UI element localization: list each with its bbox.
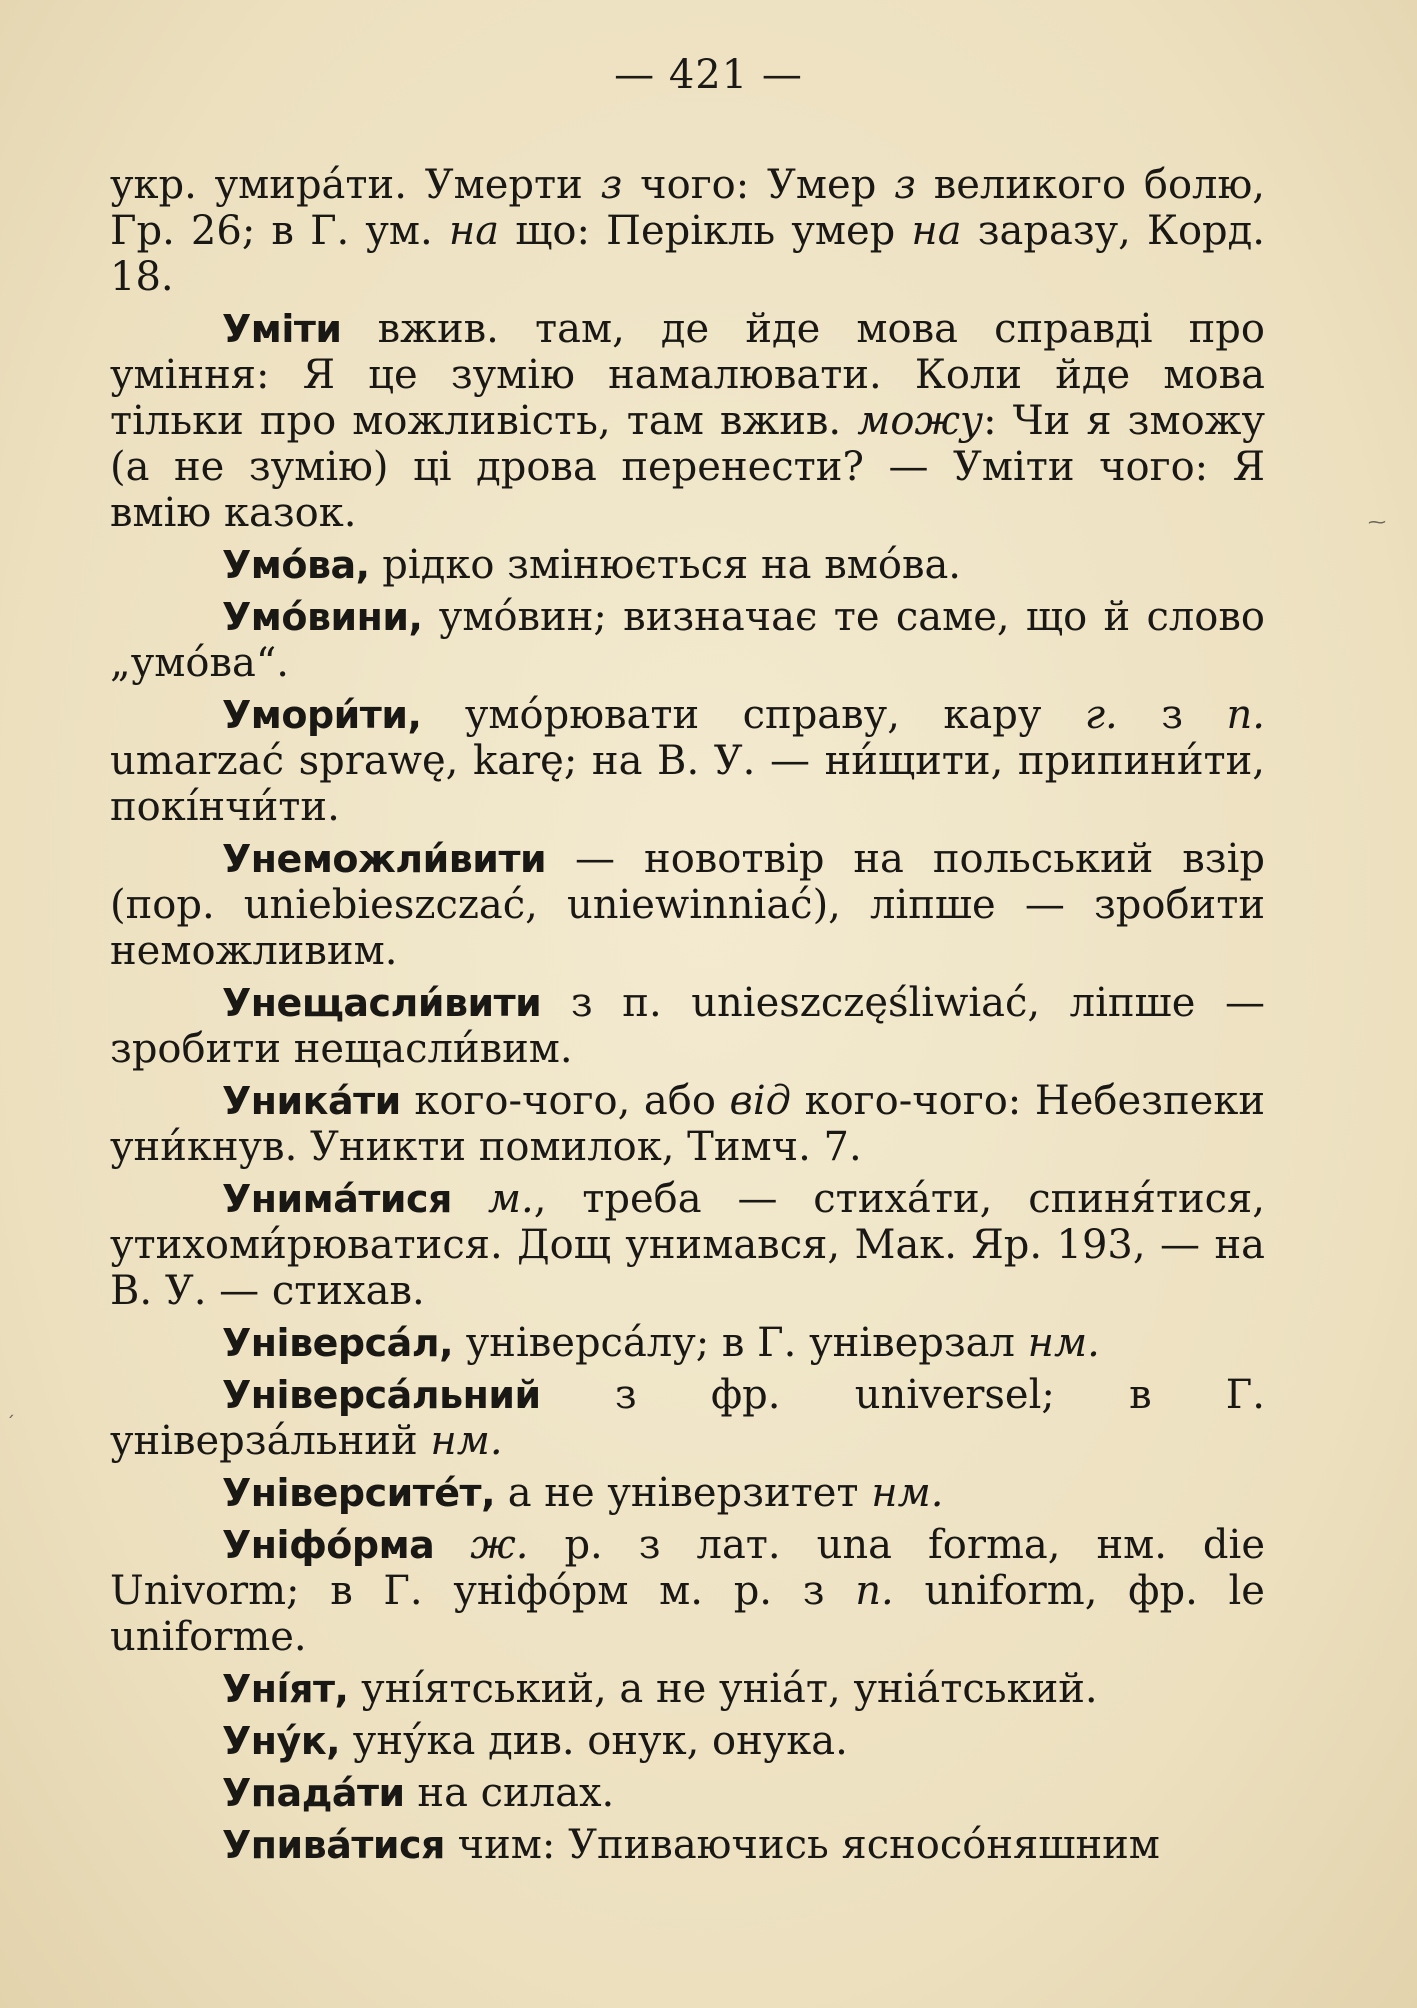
entry-uniiat: Уні́ят, уні́ятський, а не уніа́т, уніа́тський. (222, 1666, 1098, 1712)
entry-umity: Уміти вжив. там, де йде мова справді про уміння: Я це зумію намалювати. Коли йде мова тільки про можливість, там вжив. можу: Чи я зможу (а не зумію) ці дрова перенести? — Уміти чого: Я вмію казок. (110, 306, 1266, 536)
headword: Універса́льний (222, 1373, 541, 1417)
headword: Упада́ти (222, 1771, 405, 1815)
headword: Умо́ва, (222, 543, 370, 587)
headword: Уника́ти (222, 1079, 401, 1123)
entry-upyvatysia: Упива́тися чим: Упиваючись ясносо́няшним (222, 1822, 1160, 1868)
margin-mark: ˏ (6, 1398, 15, 1419)
headword: Унещасли́вити (222, 981, 542, 1025)
entry-unymatysia: Унима́тися м., треба — стиха́ти, спиня́тися, утихоми́рюватися. Дощ унимався, Мак. Яр. 193, — на В. У. — стихав. (110, 1176, 1265, 1314)
headword: Унеможли́вити (222, 837, 547, 881)
entry-uneshchaslyvyty: Унещасли́вити з п. unieszczęśliwiać, ліпше — зробити нещасли́вим. (110, 980, 1265, 1072)
headword: Уну́к, (222, 1719, 341, 1763)
headword: Уніфо́рма (222, 1523, 435, 1567)
headword: Упива́тися (222, 1823, 445, 1867)
entry-universal: Універса́л, універса́лу; в Г. універзал нм. (222, 1320, 1100, 1366)
entry-upadaty: Упада́ти на силах. (222, 1770, 615, 1816)
entry-continuation: укр. умира́ти. Умерти з чого: Умер з великого болю, Гр. 26; в Г. ум. на що: Перікль умер на заразу, Корд. 18. (110, 162, 1265, 300)
margin-mark: ⁓ (1368, 512, 1386, 533)
headword: Умори́ти, (222, 693, 422, 737)
entry-universalnyi: Універса́льний з фр. universel; в Г. універза́льний нм. (110, 1372, 1265, 1464)
entry-unuk: Уну́к, уну́ка див. онук, онука. (222, 1718, 848, 1764)
entry-umova: Умо́ва, рідко змінюється на вмо́ва. (222, 542, 962, 588)
headword: Умо́вини, (222, 595, 423, 639)
headword: Уні́ят, (222, 1667, 349, 1711)
headword: Університе́т, (222, 1471, 496, 1515)
dictionary-text (110, 162, 1265, 1874)
entry-uniforma: Уніфо́рма ж. р. з лат. una forma, нм. die Univorm; в Г. уніфо́рм м. р. з п. uniform, фр. le uniforme. (110, 1522, 1265, 1660)
entry-unemozhlyvyty: Унеможли́вити — новотвір на польський взір (пор. uniebieszczać, uniewinniać), ліпше — зробити неможливим. (110, 836, 1265, 974)
page-number: — 421 — (614, 52, 803, 98)
headword: Універса́л, (222, 1321, 454, 1365)
headword: Уміти (222, 307, 342, 351)
entry-umoryty: Умори́ти, умо́рювати справу, кару г. з п. umarzać sprawę, karę; на В. У. — ни́щити, припини́ти, покі́нчи́ти. (110, 692, 1266, 830)
entry-universytet: Університе́т, а не універзитет нм. (222, 1470, 944, 1516)
headword: Унима́тися (222, 1177, 452, 1221)
entry-unykaty: Уника́ти кого-чого, або від кого-чого: Небезпеки уни́кнув. Уникти помилок, Тимч. 7. (110, 1078, 1265, 1170)
entry-umovyny: Умо́вини, умо́вин; визначає те саме, що й слово „умо́ва“. (110, 594, 1265, 686)
